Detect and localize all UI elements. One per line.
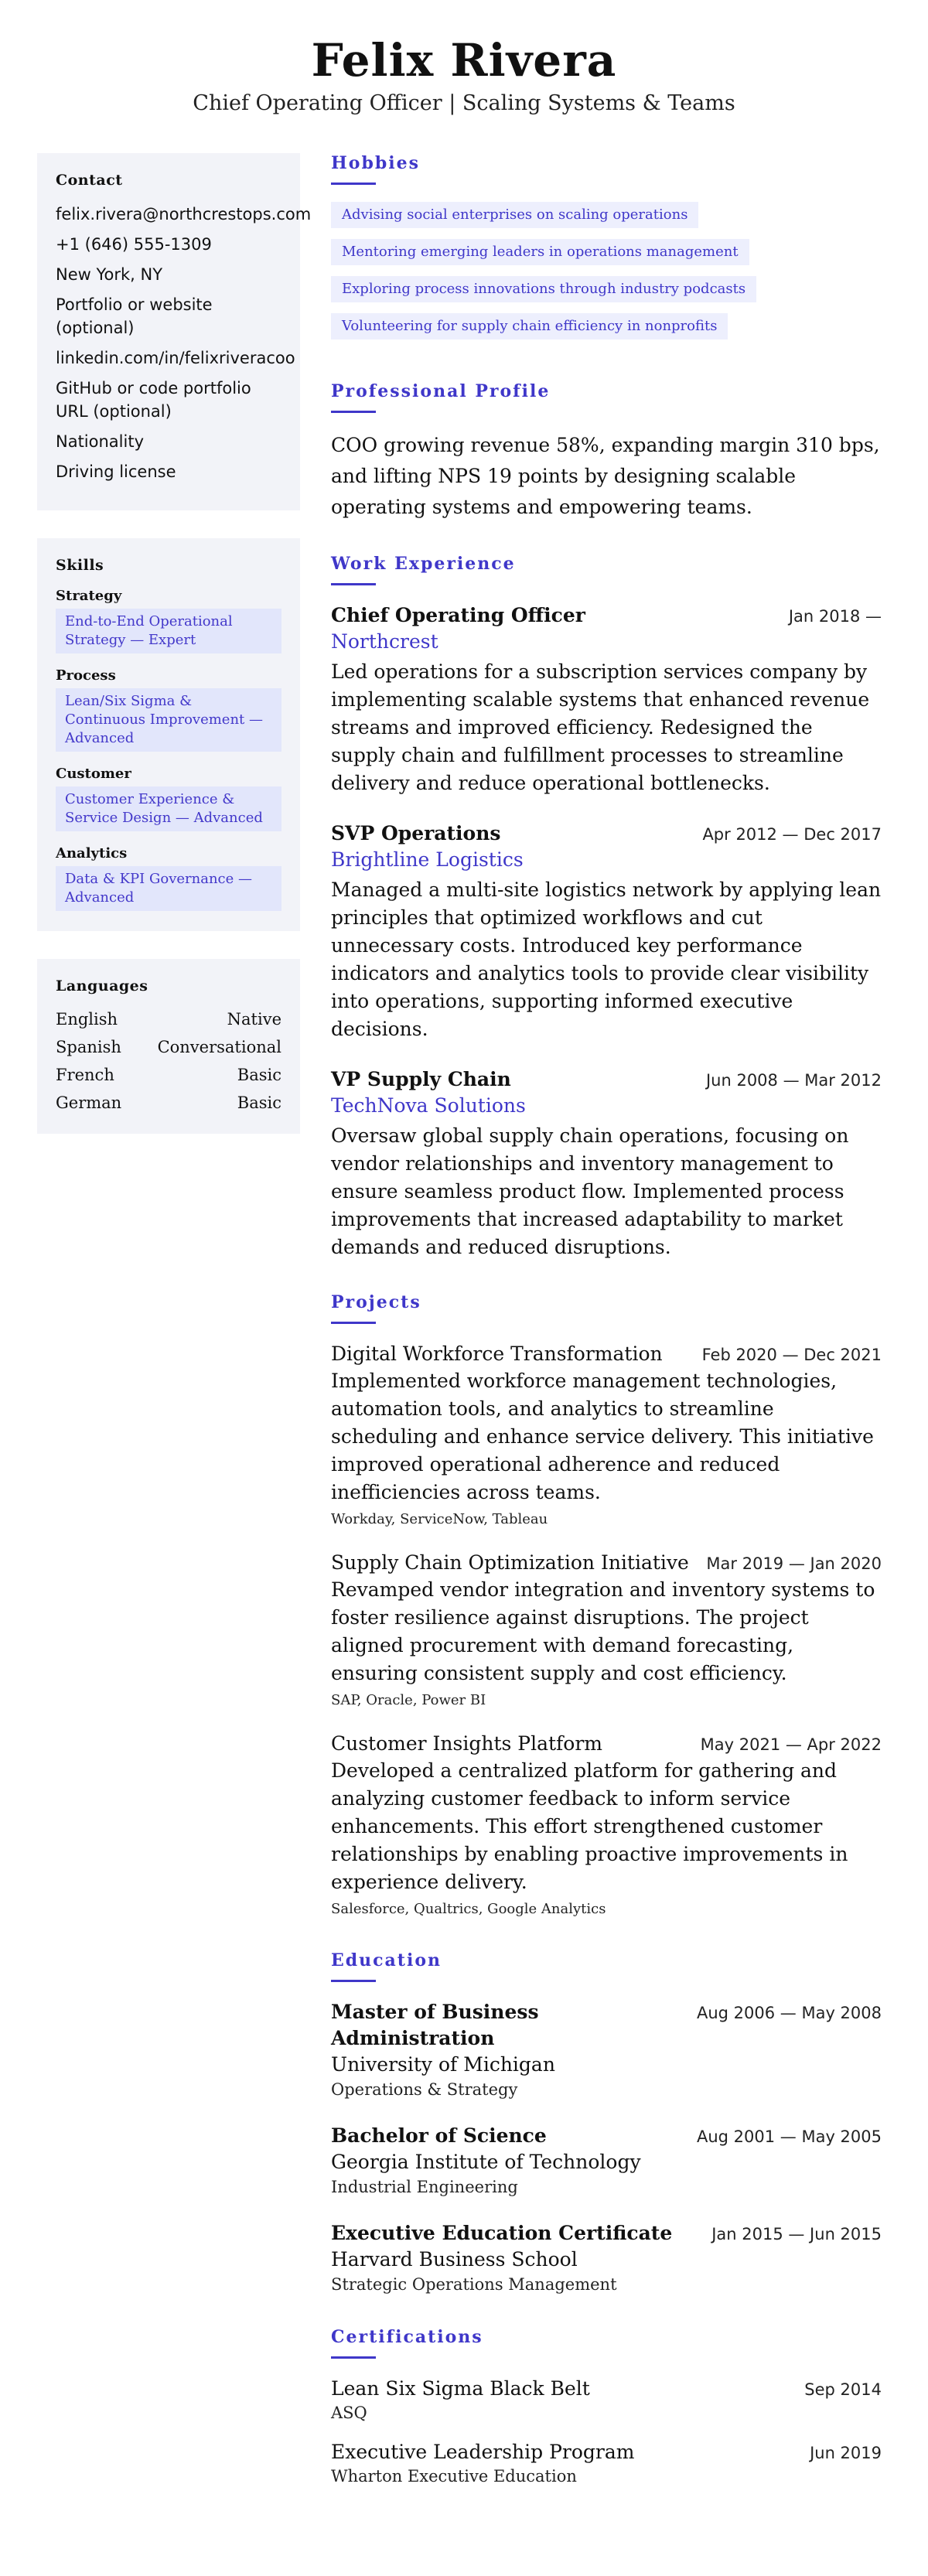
project-entry [331, 1341, 882, 1530]
job-date: Jan 2018 — [788, 607, 882, 626]
language-level: Conversational [157, 1038, 281, 1056]
certification-name: Executive Leadership Program [331, 2441, 635, 2463]
section-divider [331, 1980, 376, 1982]
job-description: Managed a multi-site logistics network by applying lean principles that optimized workflows and cut unnecessary costs. Introduced key performance indicators and analytics tools to provide clear visibility into operations, supporting informed executive decisions. [331, 879, 882, 1040]
certification-name: Lean Six Sigma Black Belt [331, 2377, 590, 2400]
hobby-chip: Exploring process innovations through industry podcasts [331, 276, 756, 302]
certification-issuer: ASQ [331, 2404, 367, 2422]
projects-title: Projects [331, 1292, 421, 1312]
skills-title: Skills [56, 557, 104, 574]
candidate-headline: Chief Operating Officer | Scaling Systems & Teams [193, 91, 735, 115]
resume-header [0, 0, 928, 118]
skill-chip: Data & KPI Governance — Advanced [56, 866, 281, 911]
hobby-chip: Volunteering for supply chain efficiency in nonprofits [331, 313, 728, 339]
skill-category: Analytics [56, 845, 128, 862]
language-row [56, 1064, 281, 1086]
skill-group [56, 667, 281, 752]
skill-group [56, 588, 281, 653]
project-date: May 2021 — Apr 2022 [700, 1735, 882, 1754]
experience-section [331, 554, 882, 1261]
language-name: German [56, 1094, 122, 1112]
education-date: Aug 2001 — May 2005 [696, 2127, 882, 2146]
job-entry [331, 602, 882, 797]
skill-chip: Lean/Six Sigma & Continuous Improvement — Advanced [56, 688, 281, 752]
project-date: Feb 2020 — Dec 2021 [701, 1346, 882, 1364]
education-title: Education [331, 1950, 442, 1970]
contact-driving-license: Driving license [56, 462, 176, 481]
education-school: Georgia Institute of Technology [331, 2151, 641, 2173]
education-entry [331, 2123, 882, 2199]
profile-summary: COO growing revenue 58%, expanding margin 310 bps, and lifting NPS 19 points by designing scalable operating systems and empowering teams. [331, 434, 880, 518]
skill-category: Process [56, 667, 116, 684]
skill-group [56, 845, 281, 911]
project-description: Revamped vendor integration and inventory systems to foster resilience against disruptions. The project aligned procurement with demand forecasting, ensuring consistent supply and cost efficiency. [331, 1578, 875, 1684]
section-divider [331, 411, 376, 413]
section-divider [331, 183, 376, 185]
contact-portfolio: Portfolio or website (optional) [56, 295, 213, 337]
hobby-chip: Advising social enterprises on scaling operations [331, 202, 698, 228]
job-description: Led operations for a subscription services company by implementing scalable systems that enhanced revenue streams and improved efficiency. Redesigned the supply chain and fulfillment processes to streamline delivery and reduce operational bottlenecks. [331, 660, 870, 794]
languages-card [37, 959, 300, 1134]
job-entry [331, 821, 882, 1043]
contact-linkedin[interactable]: linkedin.com/in/felixriveracoo [56, 349, 295, 367]
project-description: Developed a centralized platform for gathering and analyzing customer feedback to inform service enhancements. This effort strengthened customer relationships by enabling proactive improvements in experience delivery. [331, 1759, 848, 1893]
skill-chip: End-to-End Operational Strategy — Expert [56, 609, 281, 653]
project-tech: Salesforce, Qualtrics, Google Analytics [331, 1901, 606, 1917]
certification-entry [331, 2376, 882, 2424]
project-tech: SAP, Oracle, Power BI [331, 1692, 486, 1708]
skill-chip: Customer Experience & Service Design — Advanced [56, 786, 281, 831]
language-name: Spanish [56, 1038, 121, 1056]
project-entry [331, 1731, 882, 1919]
job-entry [331, 1066, 882, 1261]
education-date: Jan 2015 — Jun 2015 [711, 2225, 882, 2243]
language-level: Basic [237, 1066, 281, 1084]
project-title: Digital Workforce Transformation [331, 1343, 663, 1365]
contact-nationality: Nationality [56, 432, 145, 451]
education-school: Harvard Business School [331, 2248, 578, 2271]
main-content [331, 153, 882, 2518]
skill-category: Customer [56, 766, 131, 782]
profile-title: Professional Profile [331, 381, 551, 401]
certifications-title: Certifications [331, 2327, 483, 2347]
education-entry [331, 1999, 882, 2101]
projects-section [331, 1292, 882, 1919]
hobbies-section [331, 153, 882, 350]
sidebar [37, 153, 312, 1162]
job-date: Jun 2008 — Mar 2012 [705, 1071, 882, 1090]
contact-card [37, 153, 312, 510]
profile-section [331, 381, 882, 523]
education-section [331, 1950, 882, 2296]
project-date: Mar 2019 — Jan 2020 [706, 1554, 882, 1573]
candidate-name: Felix Rivera [311, 34, 617, 87]
project-description: Implemented workforce management technologies, automation tools, and analytics to streamline scheduling and enhance service delivery. This initiative improved operational adherence and reduced inefficiencies across teams. [331, 1370, 874, 1503]
job-company: Brightline Logistics [331, 848, 524, 871]
job-title: SVP Operations [331, 822, 501, 844]
contact-phone: +1 (646) 555-1309 [56, 235, 212, 254]
certification-entry [331, 2439, 882, 2487]
language-level: Basic [237, 1094, 281, 1112]
language-level: Native [227, 1010, 281, 1029]
contact-github: GitHub or code portfolio URL (optional) [56, 379, 251, 421]
job-date: Apr 2012 — Dec 2017 [702, 825, 882, 844]
project-entry [331, 1550, 882, 1711]
education-entry [331, 2220, 882, 2296]
certification-issuer: Wharton Executive Education [331, 2467, 577, 2486]
education-degree: Bachelor of Science [331, 2124, 547, 2147]
education-detail: Industrial Engineering [331, 2178, 518, 2196]
job-title: Chief Operating Officer [331, 604, 585, 626]
education-school: University of Michigan [331, 2053, 555, 2076]
education-detail: Operations & Strategy [331, 2080, 518, 2099]
education-degree: Master of Business Administration [331, 2001, 539, 2049]
section-divider [331, 1322, 376, 1324]
hobbies-title: Hobbies [331, 153, 420, 173]
language-row [56, 1092, 281, 1114]
section-divider [331, 2356, 376, 2359]
project-title: Supply Chain Optimization Initiative [331, 1551, 689, 1574]
skills-card [37, 538, 300, 931]
job-company: Northcrest [331, 630, 438, 653]
project-title: Customer Insights Platform [331, 1732, 603, 1755]
project-tech: Workday, ServiceNow, Tableau [331, 1511, 548, 1527]
job-title: VP Supply Chain [331, 1068, 511, 1090]
hobby-chip: Mentoring emerging leaders in operations management [331, 239, 749, 265]
certification-date: Jun 2019 [810, 2444, 882, 2462]
language-name: English [56, 1010, 118, 1029]
contact-email[interactable]: felix.rivera@northcrestops.com [56, 205, 312, 223]
skill-category: Strategy [56, 588, 122, 604]
education-degree: Executive Education Certificate [331, 2222, 673, 2244]
contact-title: Contact [56, 172, 123, 189]
language-name: French [56, 1066, 114, 1084]
job-description: Oversaw global supply chain operations, focusing on vendor relationships and inventory management to ensure seamless product flow. Implemented process improvements that increased adaptability to market demands and reduced disruptions. [331, 1124, 849, 1258]
languages-title: Languages [56, 978, 148, 995]
job-company: TechNova Solutions [331, 1094, 526, 1117]
skill-group [56, 766, 281, 831]
contact-location: New York, NY [56, 265, 163, 284]
language-row [56, 1008, 281, 1030]
certifications-section [331, 2327, 882, 2487]
education-detail: Strategic Operations Management [331, 2275, 617, 2294]
experience-title: Work Experience [331, 554, 516, 574]
certification-date: Sep 2014 [804, 2380, 882, 2399]
section-divider [331, 583, 376, 585]
language-row [56, 1036, 281, 1058]
education-date: Aug 2006 — May 2008 [696, 2004, 882, 2022]
